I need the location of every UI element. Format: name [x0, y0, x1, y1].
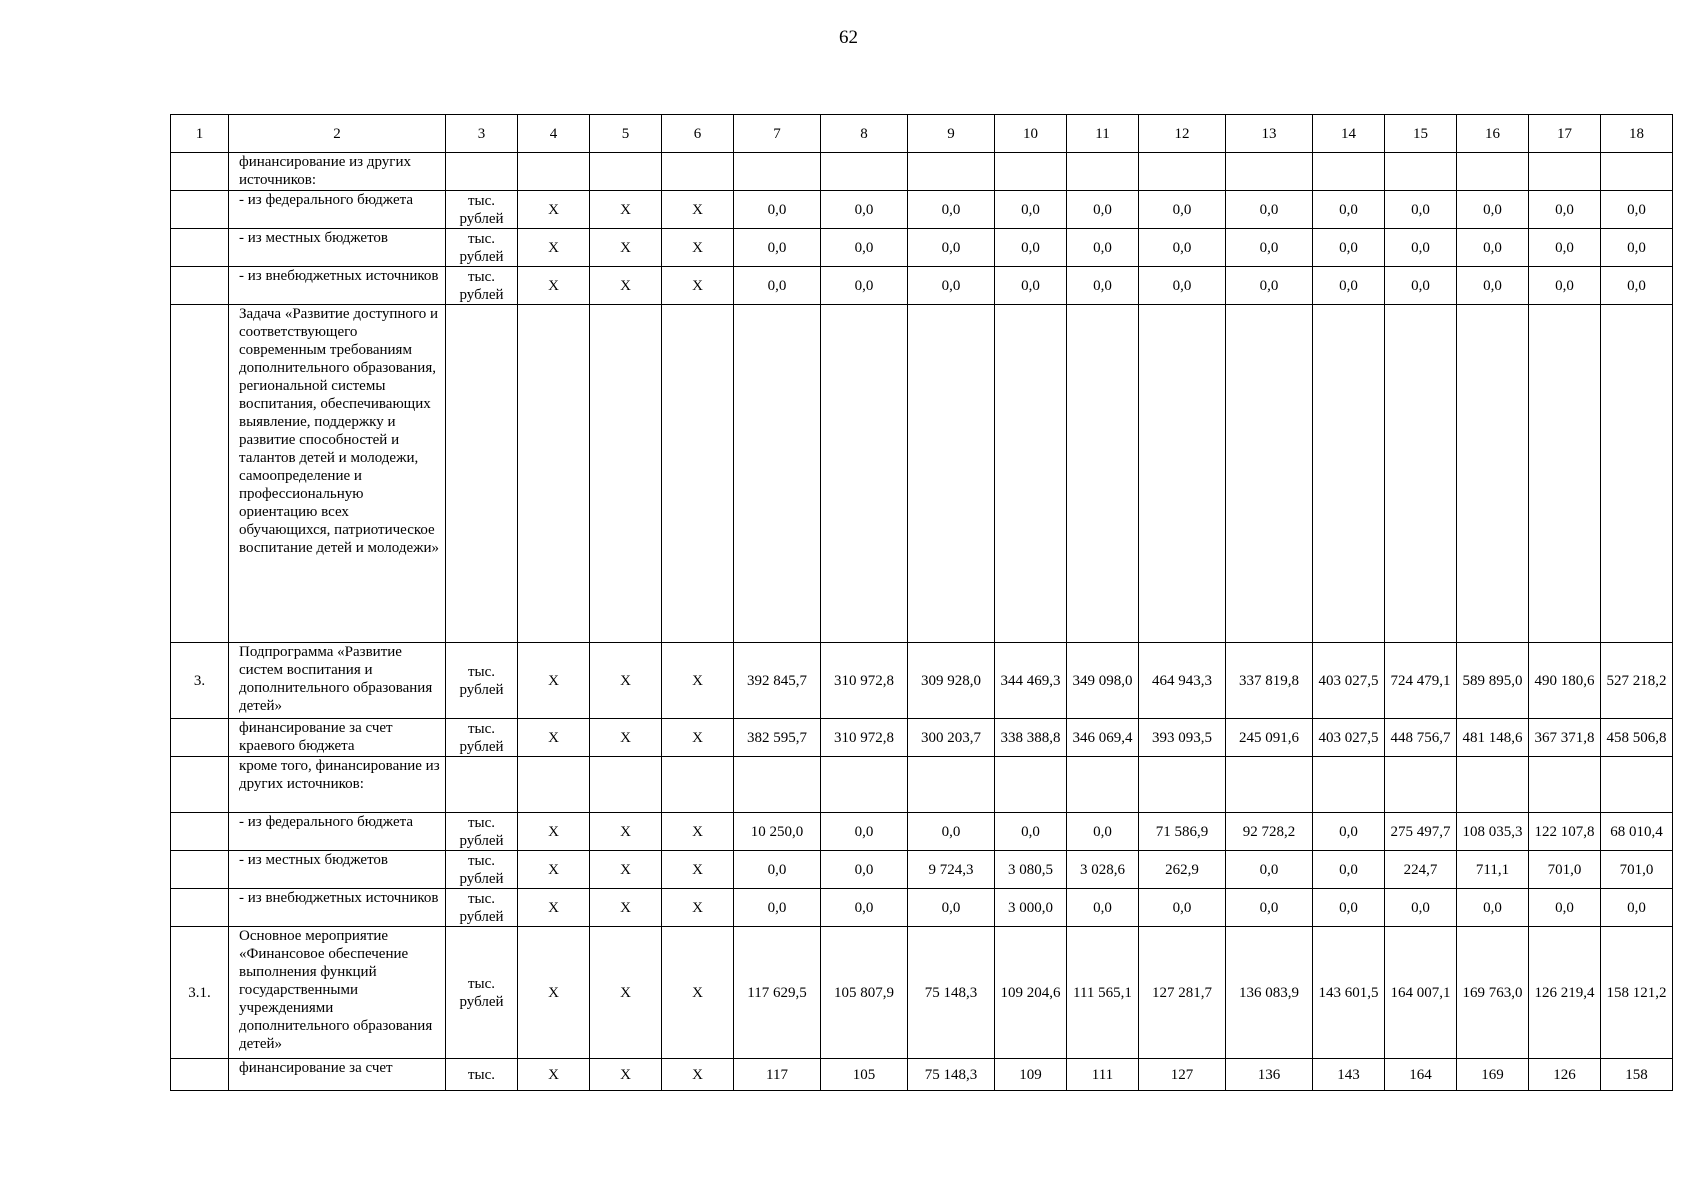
mark-cell: X [662, 851, 734, 889]
value-cell: 309 928,0 [908, 643, 995, 719]
row-name: - из местных бюджетов [229, 229, 446, 267]
row-number: 3. [171, 643, 229, 719]
value-cell: 0,0 [1529, 267, 1601, 305]
value-cell: 382 595,7 [734, 719, 821, 757]
value-cell: 0,0 [1313, 851, 1385, 889]
value-cell: 0,0 [1067, 267, 1139, 305]
value-cell [1457, 757, 1529, 813]
mark-cell [518, 305, 590, 643]
row-name: финансирование за счет [229, 1059, 446, 1091]
value-cell: 136 083,9 [1226, 927, 1313, 1059]
mark-cell: X [518, 719, 590, 757]
value-cell [1457, 153, 1529, 191]
value-cell: 169 763,0 [1457, 927, 1529, 1059]
mark-cell: X [518, 191, 590, 229]
row-number [171, 1059, 229, 1091]
value-cell: 143 [1313, 1059, 1385, 1091]
unit-cell: тыс. рублей [446, 889, 518, 927]
value-cell: 117 [734, 1059, 821, 1091]
value-cell [1067, 305, 1139, 643]
mark-cell: X [590, 889, 662, 927]
mark-cell: X [518, 229, 590, 267]
value-cell: 0,0 [1139, 229, 1226, 267]
value-cell: 92 728,2 [1226, 813, 1313, 851]
unit-cell: тыс. рублей [446, 267, 518, 305]
row-number [171, 191, 229, 229]
unit-cell: тыс. рублей [446, 191, 518, 229]
value-cell: 701,0 [1529, 851, 1601, 889]
value-cell: 164 [1385, 1059, 1457, 1091]
table-row [171, 927, 1673, 1059]
value-cell: 68 010,4 [1601, 813, 1673, 851]
mark-cell [518, 153, 590, 191]
mark-cell: X [590, 851, 662, 889]
value-cell: 71 586,9 [1139, 813, 1226, 851]
value-cell [1067, 757, 1139, 813]
mark-cell: X [662, 229, 734, 267]
value-cell: 0,0 [821, 267, 908, 305]
value-cell: 0,0 [1067, 889, 1139, 927]
table-row [171, 719, 1673, 757]
mark-cell [662, 305, 734, 643]
table-row [171, 191, 1673, 229]
column-header: 18 [1601, 115, 1673, 153]
value-cell: 0,0 [995, 191, 1067, 229]
unit-cell: тыс. рублей [446, 719, 518, 757]
mark-cell: X [590, 927, 662, 1059]
table-row [171, 757, 1673, 813]
value-cell [1385, 757, 1457, 813]
unit-cell [446, 305, 518, 643]
value-cell [734, 153, 821, 191]
value-cell [1529, 757, 1601, 813]
value-cell [1601, 305, 1673, 643]
value-cell: 0,0 [1457, 889, 1529, 927]
value-cell: 164 007,1 [1385, 927, 1457, 1059]
value-cell: 300 203,7 [908, 719, 995, 757]
mark-cell [590, 153, 662, 191]
value-cell [1139, 757, 1226, 813]
row-number: 3.1. [171, 927, 229, 1059]
value-cell: 136 [1226, 1059, 1313, 1091]
value-cell: 0,0 [1529, 889, 1601, 927]
header-row [171, 115, 1673, 153]
value-cell: 169 [1457, 1059, 1529, 1091]
row-number [171, 719, 229, 757]
value-cell: 117 629,5 [734, 927, 821, 1059]
value-cell [1385, 153, 1457, 191]
value-cell: 75 148,3 [908, 927, 995, 1059]
column-header: 9 [908, 115, 995, 153]
mark-cell [590, 305, 662, 643]
value-cell: 392 845,7 [734, 643, 821, 719]
table-row [171, 1059, 1673, 1091]
value-cell: 108 035,3 [1457, 813, 1529, 851]
value-cell: 111 [1067, 1059, 1139, 1091]
column-header: 16 [1457, 115, 1529, 153]
row-number [171, 305, 229, 643]
mark-cell: X [518, 851, 590, 889]
value-cell: 724 479,1 [1385, 643, 1457, 719]
value-cell: 0,0 [1529, 191, 1601, 229]
value-cell: 122 107,8 [1529, 813, 1601, 851]
column-header: 15 [1385, 115, 1457, 153]
column-header: 12 [1139, 115, 1226, 153]
value-cell [908, 153, 995, 191]
value-cell: 143 601,5 [1313, 927, 1385, 1059]
mark-cell: X [662, 267, 734, 305]
value-cell: 105 807,9 [821, 927, 908, 1059]
value-cell [734, 305, 821, 643]
value-cell: 0,0 [821, 229, 908, 267]
value-cell: 0,0 [734, 191, 821, 229]
value-cell: 0,0 [1226, 851, 1313, 889]
value-cell: 448 756,7 [1385, 719, 1457, 757]
mark-cell: X [590, 813, 662, 851]
value-cell: 310 972,8 [821, 643, 908, 719]
mark-cell: X [662, 191, 734, 229]
value-cell: 0,0 [908, 889, 995, 927]
mark-cell [662, 153, 734, 191]
value-cell: 0,0 [908, 229, 995, 267]
value-cell: 337 819,8 [1226, 643, 1313, 719]
value-cell: 0,0 [1529, 229, 1601, 267]
value-cell: 589 895,0 [1457, 643, 1529, 719]
value-cell: 275 497,7 [1385, 813, 1457, 851]
value-cell [1601, 153, 1673, 191]
column-header: 13 [1226, 115, 1313, 153]
unit-cell [446, 757, 518, 813]
value-cell [995, 757, 1067, 813]
row-number [171, 851, 229, 889]
unit-cell [446, 153, 518, 191]
row-number [171, 153, 229, 191]
value-cell [1313, 305, 1385, 643]
column-header: 3 [446, 115, 518, 153]
value-cell: 344 469,3 [995, 643, 1067, 719]
value-cell: 0,0 [1139, 889, 1226, 927]
value-cell: 0,0 [1385, 267, 1457, 305]
value-cell: 0,0 [1313, 889, 1385, 927]
value-cell: 127 [1139, 1059, 1226, 1091]
column-header: 1 [171, 115, 229, 153]
page-number: 62 [839, 27, 858, 48]
value-cell: 0,0 [821, 191, 908, 229]
value-cell: 458 506,8 [1601, 719, 1673, 757]
value-cell [1313, 153, 1385, 191]
table-row [171, 229, 1673, 267]
row-name: Задача «Развитие доступного и соответствующего современным требованиям дополнительного образования, региональной системы воспитания, обеспечивающих выявление, поддержку и развитие способностей и талантов детей и молодежи, самоопределение и профессиональную ориентацию всех обучающихся, патриотическое воспитание детей и молодежи» [229, 305, 446, 643]
value-cell: 0,0 [1601, 889, 1673, 927]
budget-table [170, 114, 1673, 1091]
value-cell [1139, 305, 1226, 643]
row-number [171, 813, 229, 851]
unit-cell: тыс. [446, 1059, 518, 1091]
value-cell [908, 305, 995, 643]
column-header: 8 [821, 115, 908, 153]
column-header: 11 [1067, 115, 1139, 153]
value-cell: 262,9 [1139, 851, 1226, 889]
mark-cell: X [662, 643, 734, 719]
mark-cell: X [590, 229, 662, 267]
mark-cell: X [518, 813, 590, 851]
row-number [171, 267, 229, 305]
mark-cell: X [590, 719, 662, 757]
value-cell: 527 218,2 [1601, 643, 1673, 719]
value-cell [821, 305, 908, 643]
mark-cell: X [590, 191, 662, 229]
value-cell: 245 091,6 [1226, 719, 1313, 757]
value-cell [1226, 757, 1313, 813]
value-cell: 701,0 [1601, 851, 1673, 889]
value-cell: 0,0 [1313, 229, 1385, 267]
value-cell: 0,0 [1226, 267, 1313, 305]
value-cell: 0,0 [1385, 889, 1457, 927]
value-cell [995, 305, 1067, 643]
unit-cell: тыс. рублей [446, 851, 518, 889]
table-row [171, 153, 1673, 191]
value-cell: 367 371,8 [1529, 719, 1601, 757]
value-cell: 0,0 [1457, 267, 1529, 305]
value-cell: 0,0 [734, 229, 821, 267]
value-cell: 158 [1601, 1059, 1673, 1091]
mark-cell: X [518, 643, 590, 719]
value-cell: 109 204,6 [995, 927, 1067, 1059]
value-cell: 0,0 [908, 267, 995, 305]
mark-cell: X [662, 719, 734, 757]
value-cell: 127 281,7 [1139, 927, 1226, 1059]
value-cell: 0,0 [821, 851, 908, 889]
row-name: финансирование из других источников: [229, 153, 446, 191]
row-name: - из федерального бюджета [229, 813, 446, 851]
mark-cell: X [662, 889, 734, 927]
mark-cell: X [590, 1059, 662, 1091]
value-cell: 0,0 [1313, 813, 1385, 851]
mark-cell: X [590, 267, 662, 305]
value-cell: 0,0 [734, 889, 821, 927]
column-header: 17 [1529, 115, 1601, 153]
table-row [171, 267, 1673, 305]
value-cell: 0,0 [1457, 191, 1529, 229]
value-cell: 0,0 [1601, 267, 1673, 305]
row-name: - из внебюджетных источников [229, 889, 446, 927]
mark-cell: X [662, 1059, 734, 1091]
value-cell: 393 093,5 [1139, 719, 1226, 757]
row-name: - из федерального бюджета [229, 191, 446, 229]
value-cell [1226, 305, 1313, 643]
column-header: 10 [995, 115, 1067, 153]
mark-cell: X [662, 813, 734, 851]
row-name: Подпрограмма «Развитие систем воспитания и дополнительного образования детей» [229, 643, 446, 719]
mark-cell: X [590, 643, 662, 719]
mark-cell [590, 757, 662, 813]
row-name: - из внебюджетных источников [229, 267, 446, 305]
value-cell: 349 098,0 [1067, 643, 1139, 719]
value-cell: 310 972,8 [821, 719, 908, 757]
value-cell: 0,0 [1226, 191, 1313, 229]
value-cell: 75 148,3 [908, 1059, 995, 1091]
value-cell [1226, 153, 1313, 191]
value-cell [1385, 305, 1457, 643]
row-name: финансирование за счет краевого бюджета [229, 719, 446, 757]
mark-cell: X [518, 267, 590, 305]
value-cell: 0,0 [1067, 813, 1139, 851]
value-cell: 0,0 [1067, 229, 1139, 267]
value-cell: 403 027,5 [1313, 643, 1385, 719]
value-cell: 9 724,3 [908, 851, 995, 889]
mark-cell: X [518, 927, 590, 1059]
value-cell: 0,0 [1601, 229, 1673, 267]
column-header: 14 [1313, 115, 1385, 153]
mark-cell [662, 757, 734, 813]
value-cell [1529, 153, 1601, 191]
column-header: 4 [518, 115, 590, 153]
column-header: 7 [734, 115, 821, 153]
value-cell [821, 153, 908, 191]
row-name: Основное мероприятие «Финансовое обеспечение выполнения функций государственными учреждениями дополнительного образования детей» [229, 927, 446, 1059]
value-cell: 346 069,4 [1067, 719, 1139, 757]
value-cell: 0,0 [1385, 229, 1457, 267]
value-cell: 464 943,3 [1139, 643, 1226, 719]
value-cell: 711,1 [1457, 851, 1529, 889]
value-cell [821, 757, 908, 813]
value-cell: 0,0 [1067, 191, 1139, 229]
value-cell: 490 180,6 [1529, 643, 1601, 719]
value-cell: 3 028,6 [1067, 851, 1139, 889]
value-cell [734, 757, 821, 813]
value-cell [1601, 757, 1673, 813]
table-row [171, 813, 1673, 851]
value-cell: 481 148,6 [1457, 719, 1529, 757]
unit-cell: тыс. рублей [446, 927, 518, 1059]
row-name: - из местных бюджетов [229, 851, 446, 889]
value-cell: 3 000,0 [995, 889, 1067, 927]
column-header: 2 [229, 115, 446, 153]
table-row [171, 851, 1673, 889]
value-cell [1529, 305, 1601, 643]
value-cell: 0,0 [1457, 229, 1529, 267]
value-cell: 0,0 [995, 229, 1067, 267]
value-cell: 0,0 [821, 889, 908, 927]
row-number [171, 757, 229, 813]
value-cell: 0,0 [1313, 267, 1385, 305]
value-cell: 0,0 [1139, 267, 1226, 305]
table-row [171, 643, 1673, 719]
value-cell: 0,0 [995, 267, 1067, 305]
value-cell [995, 153, 1067, 191]
value-cell: 0,0 [995, 813, 1067, 851]
value-cell: 111 565,1 [1067, 927, 1139, 1059]
value-cell: 0,0 [908, 191, 995, 229]
mark-cell: X [518, 1059, 590, 1091]
value-cell: 0,0 [734, 851, 821, 889]
value-cell: 338 388,8 [995, 719, 1067, 757]
value-cell: 0,0 [821, 813, 908, 851]
row-name: кроме того, финансирование из других источников: [229, 757, 446, 813]
mark-cell: X [518, 889, 590, 927]
value-cell: 0,0 [908, 813, 995, 851]
value-cell [908, 757, 995, 813]
row-number [171, 229, 229, 267]
value-cell [1067, 153, 1139, 191]
table-row [171, 889, 1673, 927]
unit-cell: тыс. рублей [446, 643, 518, 719]
row-number [171, 889, 229, 927]
mark-cell [518, 757, 590, 813]
value-cell: 224,7 [1385, 851, 1457, 889]
value-cell: 126 [1529, 1059, 1601, 1091]
value-cell [1313, 757, 1385, 813]
unit-cell: тыс. рублей [446, 813, 518, 851]
table-body [171, 115, 1673, 1091]
value-cell: 126 219,4 [1529, 927, 1601, 1059]
value-cell: 0,0 [1385, 191, 1457, 229]
value-cell: 0,0 [1226, 889, 1313, 927]
value-cell: 158 121,2 [1601, 927, 1673, 1059]
column-header: 6 [662, 115, 734, 153]
value-cell: 105 [821, 1059, 908, 1091]
value-cell: 3 080,5 [995, 851, 1067, 889]
value-cell: 0,0 [1601, 191, 1673, 229]
value-cell: 109 [995, 1059, 1067, 1091]
value-cell: 0,0 [1139, 191, 1226, 229]
value-cell: 10 250,0 [734, 813, 821, 851]
value-cell: 0,0 [1313, 191, 1385, 229]
mark-cell: X [662, 927, 734, 1059]
value-cell [1139, 153, 1226, 191]
value-cell: 0,0 [1226, 229, 1313, 267]
unit-cell: тыс. рублей [446, 229, 518, 267]
value-cell: 0,0 [734, 267, 821, 305]
value-cell: 403 027,5 [1313, 719, 1385, 757]
value-cell [1457, 305, 1529, 643]
table-row [171, 305, 1673, 643]
column-header: 5 [590, 115, 662, 153]
